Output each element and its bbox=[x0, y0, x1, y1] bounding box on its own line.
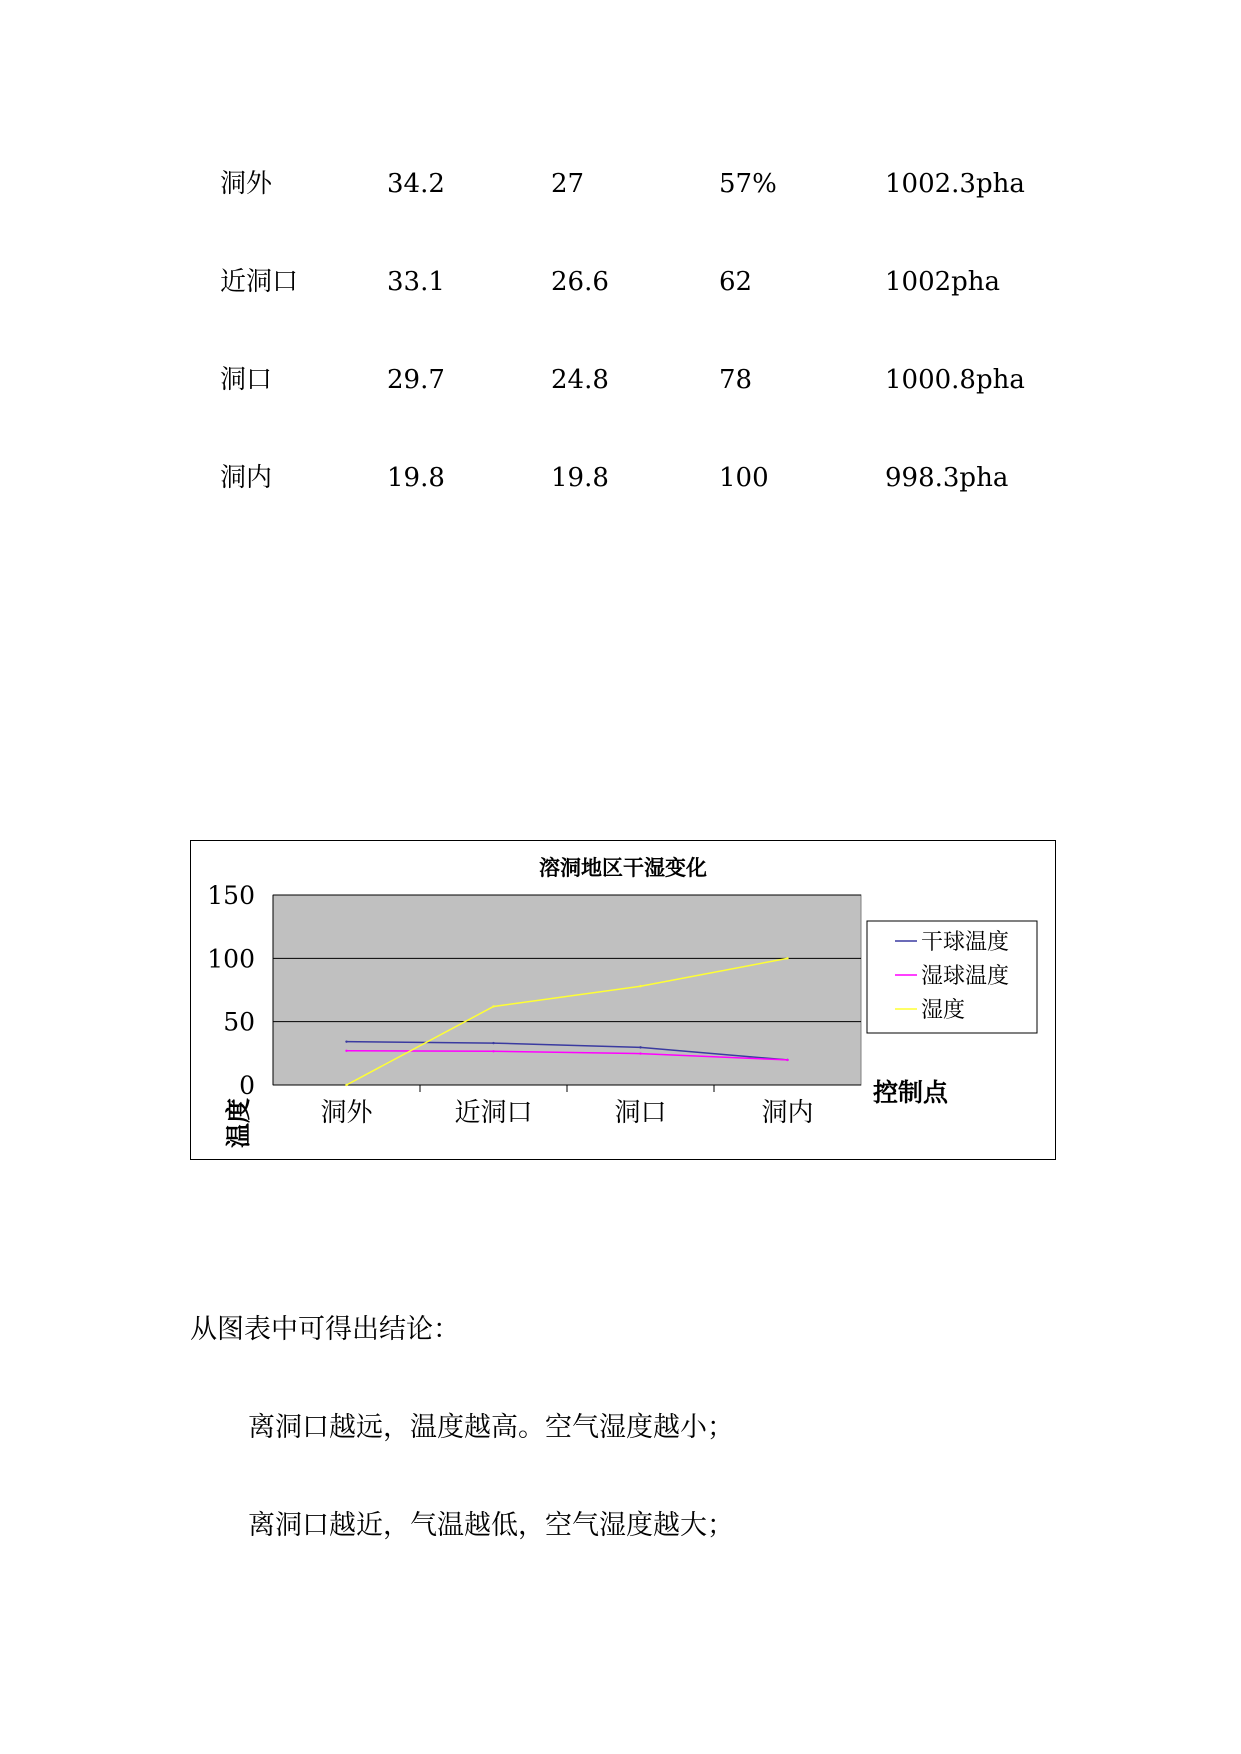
humidity-cell: 78 bbox=[719, 365, 753, 395]
table-row bbox=[0, 262, 1241, 302]
dry-bulb-cell: 34.2 bbox=[387, 169, 445, 199]
dry-bulb-cell: 29.7 bbox=[387, 365, 445, 395]
x-tick-label: 洞外 bbox=[320, 1098, 373, 1128]
location-cell: 洞口 bbox=[220, 365, 273, 395]
chart-title: 溶洞地区干湿变化 bbox=[539, 856, 707, 880]
humidity-cell: 62 bbox=[719, 267, 753, 297]
conclusion-line: 离洞口越远，温度越高。空气湿度越小； bbox=[248, 1412, 734, 1443]
x-tick-label: 洞口 bbox=[614, 1098, 667, 1128]
data-point bbox=[345, 1084, 347, 1086]
dry-bulb-cell: 19.8 bbox=[387, 463, 445, 493]
location-cell: 洞内 bbox=[220, 463, 273, 493]
pressure-cell: 998.3pha bbox=[885, 463, 1009, 493]
data-point bbox=[639, 1046, 641, 1048]
pressure-cell: 1002.3pha bbox=[885, 169, 1025, 199]
humidity-cell: 57% bbox=[719, 169, 777, 199]
location-cell: 近洞口 bbox=[220, 267, 299, 297]
conclusion-line: 离洞口越近，气温越低，空气湿度越大； bbox=[248, 1510, 734, 1541]
pressure-cell: 1000.8pha bbox=[885, 365, 1025, 395]
x-tick-label: 洞内 bbox=[761, 1098, 814, 1128]
legend-label: 湿度 bbox=[921, 998, 966, 1023]
x-tick-label: 近洞口 bbox=[454, 1098, 533, 1128]
pressure-cell: 1002pha bbox=[885, 267, 1001, 297]
dry-bulb-cell: 33.1 bbox=[387, 267, 445, 297]
legend-label: 干球温度 bbox=[921, 930, 1010, 955]
humidity-cell: 100 bbox=[719, 463, 769, 493]
data-point bbox=[492, 1050, 494, 1052]
y-axis-label: 温度 bbox=[224, 1097, 253, 1149]
location-cell: 洞外 bbox=[220, 169, 273, 199]
data-point bbox=[492, 1042, 494, 1044]
y-tick-label: 50 bbox=[223, 1007, 255, 1037]
data-point bbox=[786, 957, 788, 959]
y-tick-label: 150 bbox=[207, 881, 255, 910]
conclusion-heading: 从图表中可得出结论： bbox=[190, 1314, 460, 1345]
plot-area bbox=[273, 895, 861, 1085]
x-axis-label: 控制点 bbox=[873, 1078, 949, 1107]
table-row bbox=[0, 458, 1241, 498]
chart-canvas bbox=[191, 841, 1055, 1159]
data-point bbox=[345, 1040, 347, 1042]
data-point bbox=[492, 1005, 494, 1007]
data-point bbox=[345, 1050, 347, 1052]
wet-bulb-cell: 24.8 bbox=[551, 365, 609, 395]
y-tick-label: 100 bbox=[207, 944, 255, 974]
line-chart bbox=[190, 840, 1056, 1160]
wet-bulb-cell: 26.6 bbox=[551, 267, 609, 297]
legend-label: 湿球温度 bbox=[921, 964, 1010, 989]
data-point bbox=[639, 985, 641, 987]
data-point bbox=[639, 1052, 641, 1054]
table-row bbox=[0, 360, 1241, 400]
table-row bbox=[0, 164, 1241, 204]
wet-bulb-cell: 27 bbox=[551, 169, 585, 199]
data-point bbox=[786, 1059, 788, 1061]
y-tick-label: 0 bbox=[239, 1071, 255, 1100]
wet-bulb-cell: 19.8 bbox=[551, 463, 609, 493]
